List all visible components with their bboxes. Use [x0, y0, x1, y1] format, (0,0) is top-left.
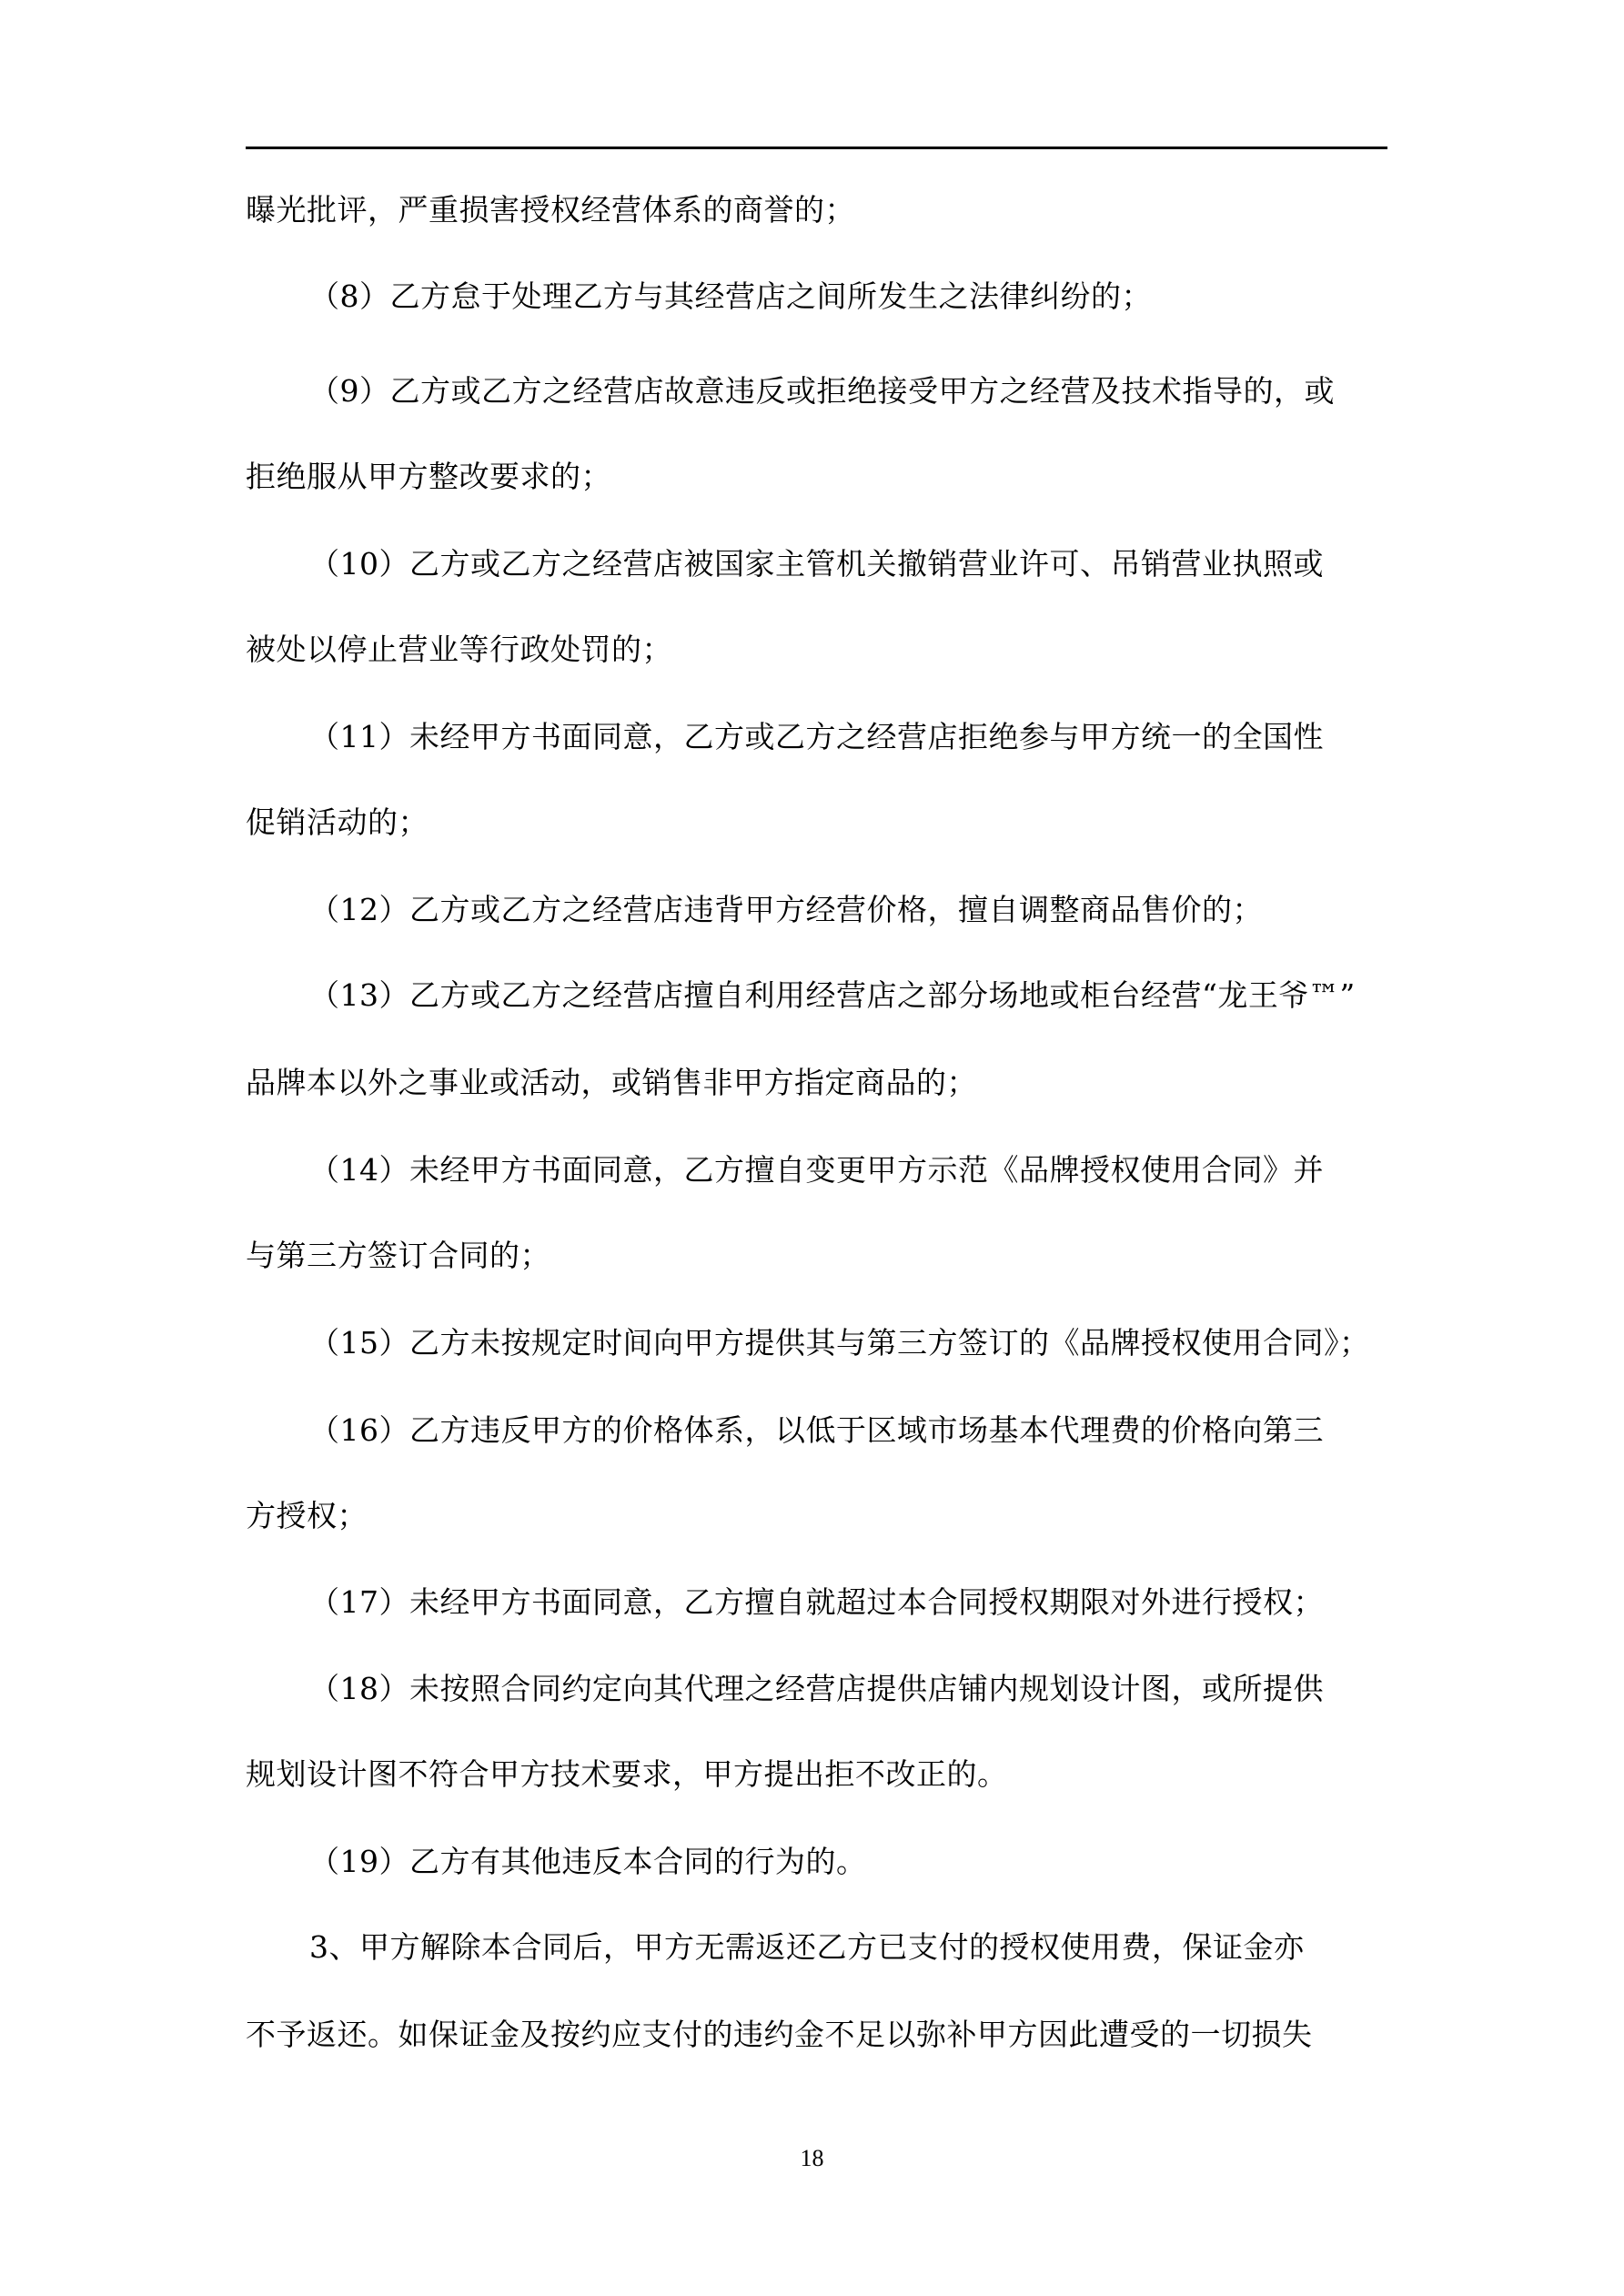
- text-line: （15）乙方未按规定时间向甲方提供其与第三方签订的《品牌授权使用合同》；: [309, 1325, 1370, 1360]
- text-line: （17）未经甲方书面同意，乙方擅自就超过本合同授权期限对外进行授权；: [309, 1584, 1324, 1620]
- text-line: （16）乙方违反甲方的价格体系，以低于区域市场基本代理费的价格向第三: [309, 1412, 1324, 1448]
- text-line: 被处以停止营业等行政处罚的；: [246, 632, 672, 667]
- text-line: 规划设计图不符合甲方技术要求，甲方提出拒不改正的。: [246, 1756, 1008, 1792]
- text-line: 曝光批评，严重损害授权经营体系的商誉的；: [246, 192, 855, 228]
- text-line: （19）乙方有其他违反本合同的行为的。: [309, 1844, 867, 1879]
- text-line: 3、甲方解除本合同后，甲方无需返还乙方已支付的授权使用费，保证金亦: [309, 1929, 1305, 1965]
- text-line: 品牌本以外之事业或活动，或销售非甲方指定商品的；: [246, 1065, 977, 1100]
- header-rule: [246, 147, 1387, 149]
- text-line: 方授权；: [246, 1498, 368, 1533]
- page-number: 18: [800, 2145, 824, 2171]
- text-line: （8）乙方怠于处理乙方与其经营店之间所发生之法律纠纷的；: [309, 278, 1152, 314]
- text-line: （14）未经甲方书面同意，乙方擅自变更甲方示范《品牌授权使用合同》并: [309, 1152, 1324, 1188]
- text-line: 与第三方签订合同的；: [246, 1238, 550, 1273]
- text-line: （11）未经甲方书面同意，乙方或乙方之经营店拒绝参与甲方统一的全国性: [309, 719, 1324, 754]
- text-line: （18）未按照合同约定向其代理之经营店提供店铺内规划设计图，或所提供: [309, 1671, 1324, 1706]
- text-line: 拒绝服从甲方整改要求的；: [246, 459, 611, 494]
- text-line: 促销活动的；: [246, 804, 429, 840]
- text-line: （10）乙方或乙方之经营店被国家主管机关撤销营业许可、吊销营业执照或: [309, 546, 1324, 582]
- text-line: （9）乙方或乙方之经营店故意违反或拒绝接受甲方之经营及技术指导的，或: [309, 373, 1335, 409]
- text-line: （12）乙方或乙方之经营店违背甲方经营价格，擅自调整商品售价的；: [309, 892, 1263, 927]
- text-line: 不予返还。如保证金及按约应支付的违约金不足以弥补甲方因此遭受的一切损失: [246, 2017, 1313, 2052]
- text-line: （13）乙方或乙方之经营店擅自利用经营店之部分场地或柜台经营“龙王爷™”: [309, 977, 1356, 1013]
